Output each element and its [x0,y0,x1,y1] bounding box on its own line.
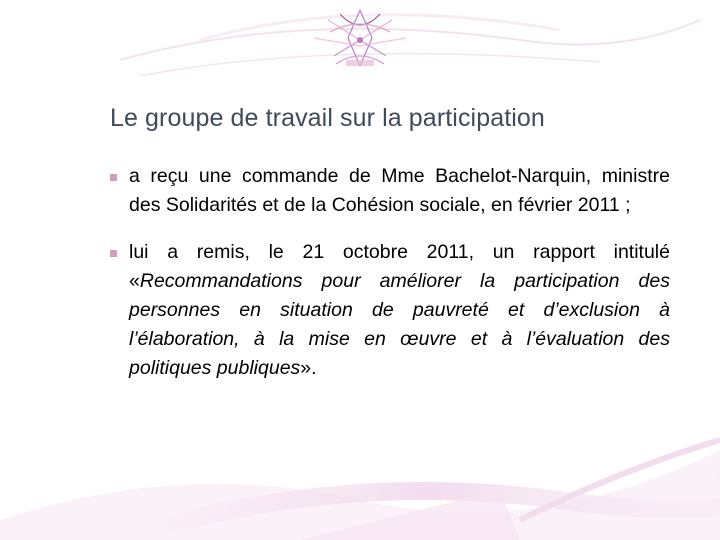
bullet-text-intro: lui a remis, le 21 octobre 2011, un rapport intitulé « [129,241,670,292]
bullet-list [110,162,670,383]
report-title: Recommandations pour améliorer la participation des personnes en situation de pauvreté et d’exclusion à l’élaboration, à la mise en œuvre et à l’évaluation des politiques publiques [129,270,670,379]
square-bullet-icon [110,174,117,181]
bullet-item-commande [110,162,670,220]
slide-title: Le groupe de travail sur la participation [110,104,545,132]
bullet-item-rapport [110,238,670,383]
bullet-text-end: ». [300,357,317,379]
square-bullet-icon [110,250,117,257]
radiating-star-logo-icon [300,6,420,70]
bullet-text: a reçu une commande de Mme Bachelot-Narquin, ministre des Solidarités et de la Cohésion sociale, en février 2011 ; [129,165,670,216]
